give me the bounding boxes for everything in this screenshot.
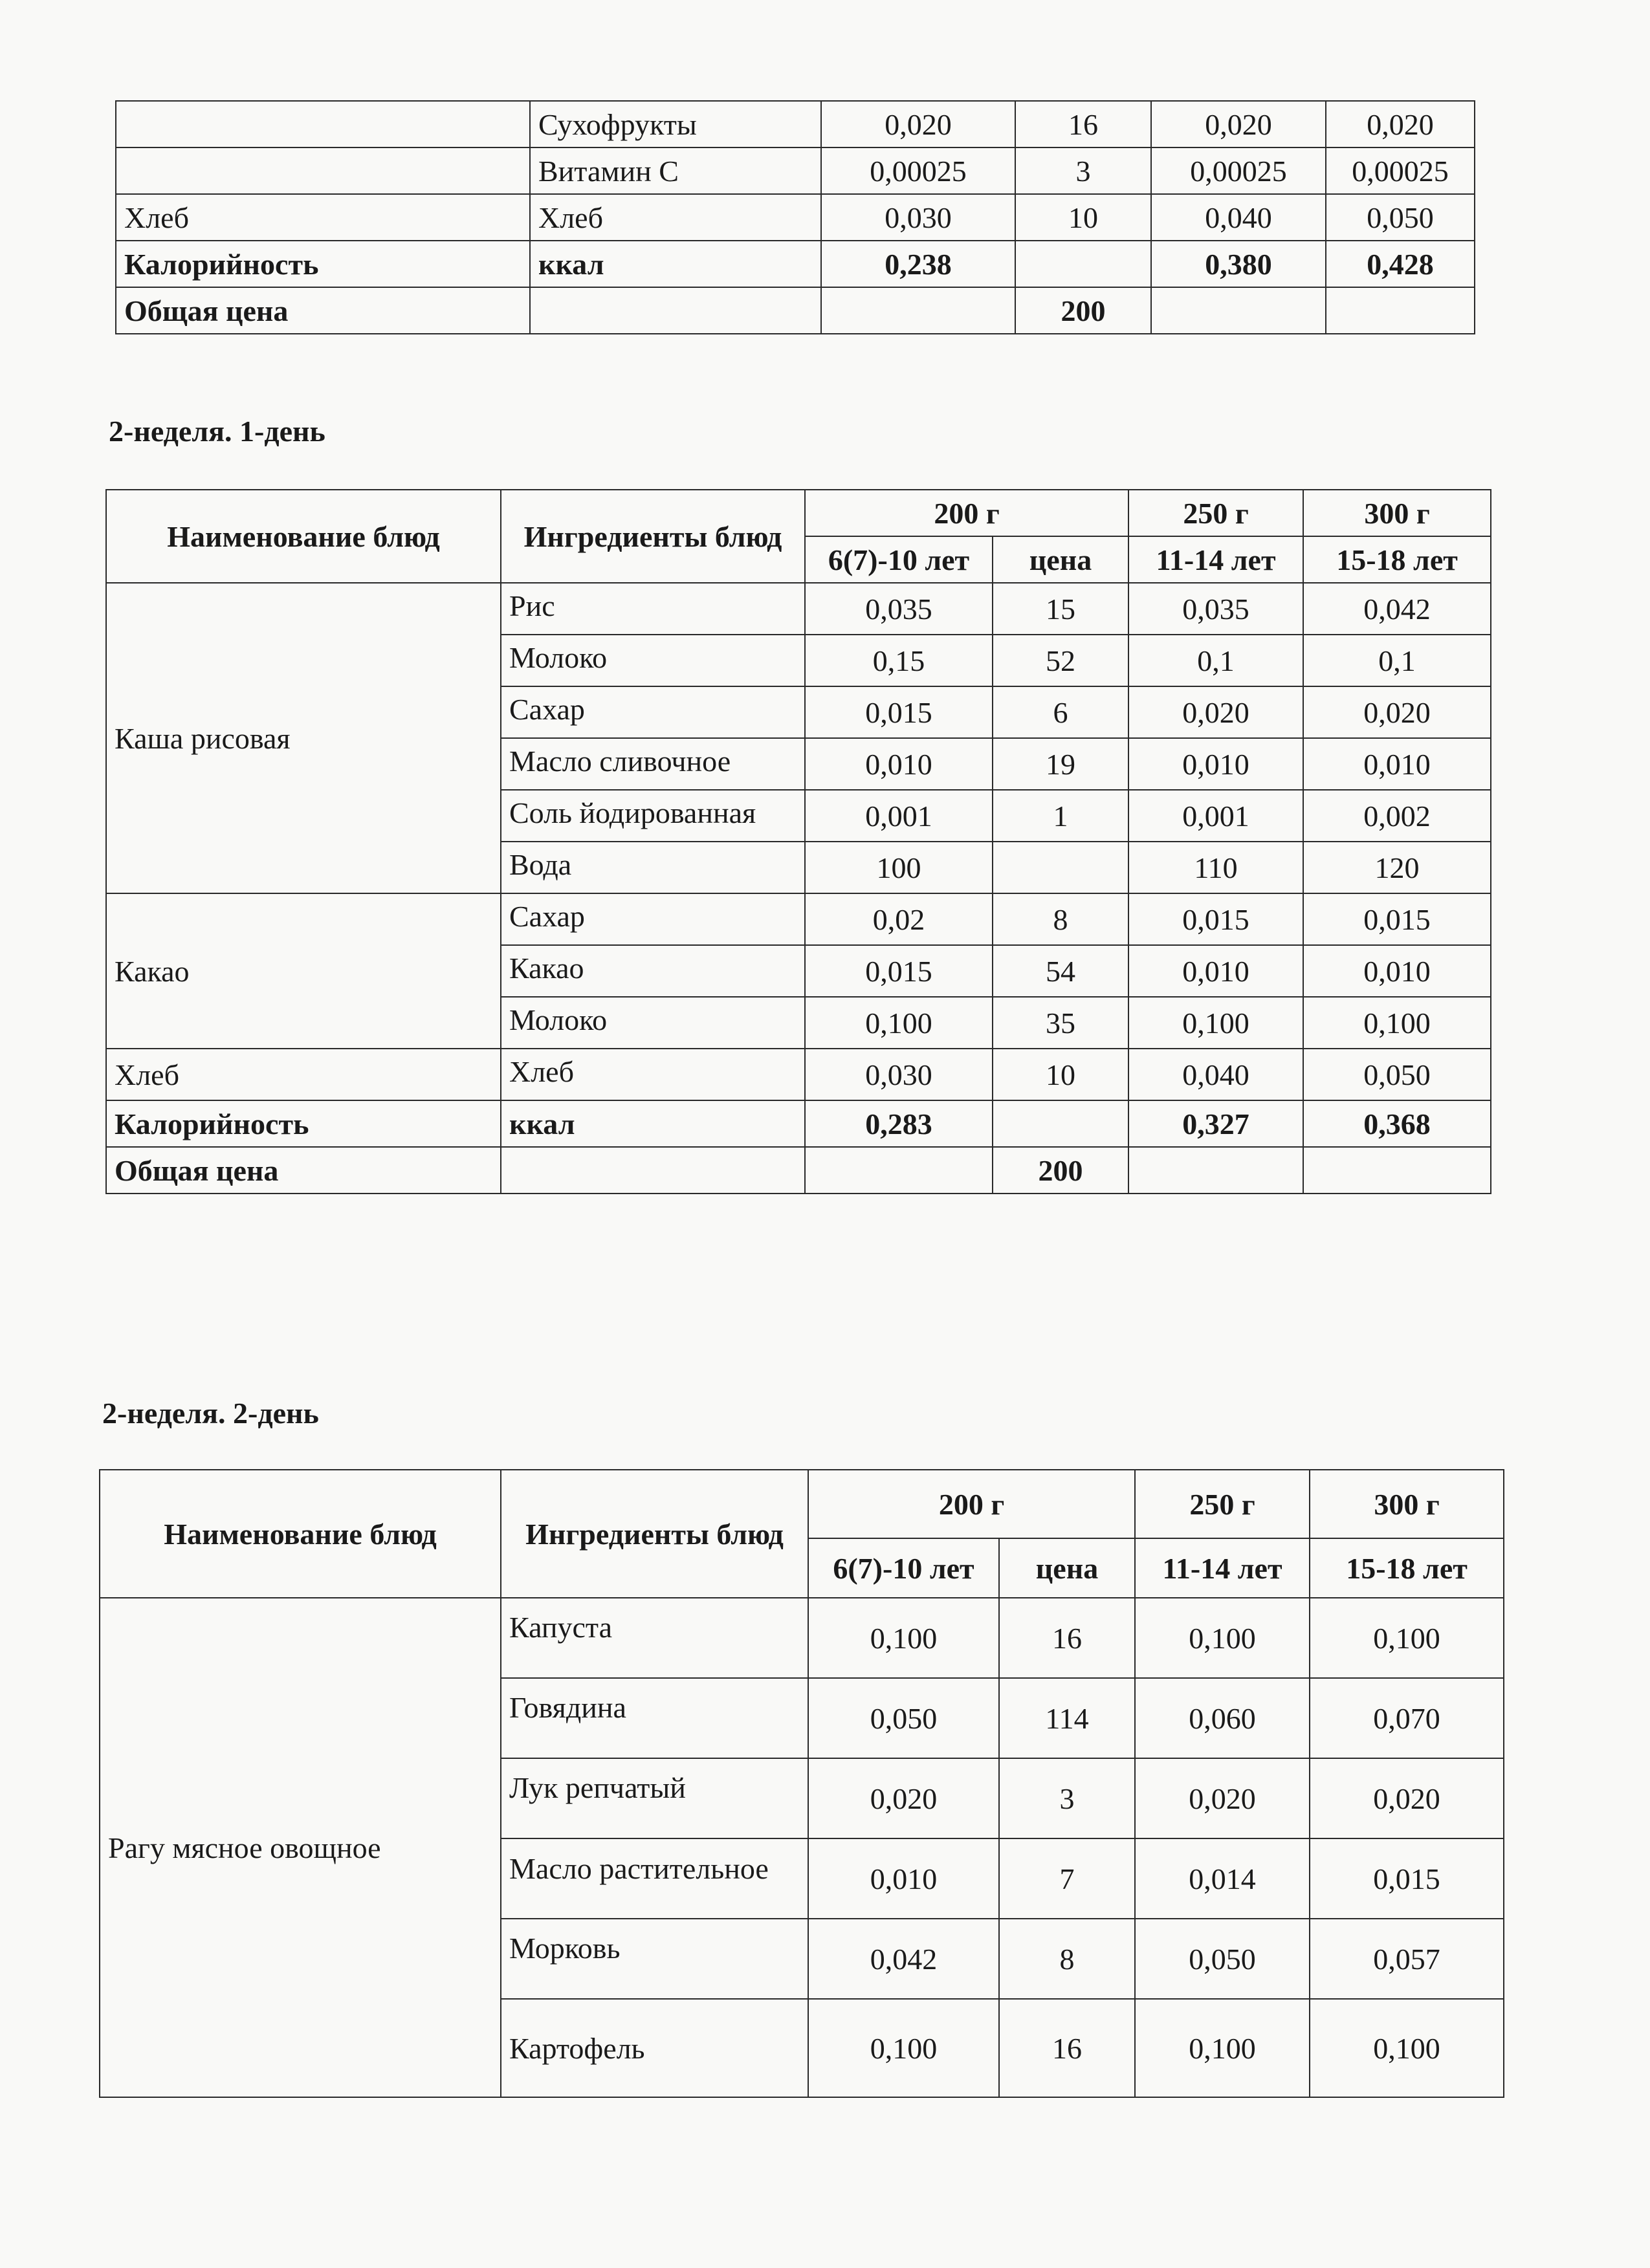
table3-body xyxy=(100,1598,1504,2097)
dish-name: Каша рисовая xyxy=(106,583,501,893)
ingredient-column-header: Ингредиенты блюд xyxy=(501,1470,808,1598)
portion-250-header: 250 г xyxy=(1128,490,1303,536)
table-row: Молоко 0,100 35 0,100 0,100 xyxy=(106,997,1491,1049)
menu-table-week2-day2 xyxy=(99,1469,1503,2098)
calorie-row: Калорийность ккал 0,283 0,327 0,368 xyxy=(106,1100,1491,1147)
table-row: Соль йодированная 0,001 1 0,001 0,002 xyxy=(106,790,1491,842)
table-row: Каша рисовая Рис 0,035 15 0,035 0,042 xyxy=(106,583,1491,635)
table-row: Картофель 0,100 16 0,100 0,100 xyxy=(100,1999,1504,2097)
table-row: Масло растительное 0,010 7 0,014 0,015 xyxy=(100,1838,1504,1919)
portion-300-header: 300 г xyxy=(1303,490,1491,536)
portion-200-header: 200 г xyxy=(805,490,1128,536)
section-heading-week2-day1: 2-неделя. 1-день xyxy=(109,415,325,448)
portion-250-header: 250 г xyxy=(1135,1470,1310,1538)
table-row: Морковь 0,042 8 0,050 0,057 xyxy=(100,1919,1504,1999)
age-15-18-header: 15-18 лет xyxy=(1303,536,1491,583)
table-row: Молоко 0,15 52 0,1 0,1 xyxy=(106,635,1491,686)
section-heading-week2-day2: 2-неделя. 2-день xyxy=(102,1397,319,1430)
menu-table-week2-day1 xyxy=(105,489,1490,1194)
price-header: цена xyxy=(999,1538,1135,1598)
age-15-18-header: 15-18 лет xyxy=(1310,1538,1504,1598)
dish-column-header: Наименование блюд xyxy=(106,490,501,583)
dish-column-header: Наименование блюд xyxy=(100,1470,501,1598)
table-row: Какао 0,015 54 0,010 0,010 xyxy=(106,945,1491,997)
dish-name: Какао xyxy=(106,893,501,1049)
calorie-row: Калорийность ккал 0,238 0,380 0,428 xyxy=(116,241,1475,287)
table-row: Сахар 0,015 6 0,020 0,020 xyxy=(106,686,1491,738)
total-price-row: Общая цена 200 xyxy=(116,287,1475,334)
portion-200-header: 200 г xyxy=(808,1470,1135,1538)
table-row: Лук репчатый 0,020 3 0,020 0,020 xyxy=(100,1758,1504,1838)
table-row: Сухофрукты 0,020 16 0,020 0,020 xyxy=(116,101,1475,147)
age-11-14-header: 11-14 лет xyxy=(1135,1538,1310,1598)
table-header xyxy=(100,1470,1504,1598)
price-header: цена xyxy=(993,536,1128,583)
age-11-14-header: 11-14 лет xyxy=(1128,536,1303,583)
age-6-10-header: 6(7)-10 лет xyxy=(805,536,993,583)
age-6-10-header: 6(7)-10 лет xyxy=(808,1538,999,1598)
table-row: Витамин С 0,00025 3 0,00025 0,00025 xyxy=(116,147,1475,194)
header-row xyxy=(106,490,1491,536)
table-row: Какао Сахар 0,02 8 0,015 0,015 xyxy=(106,893,1491,945)
table-row: Рагу мясное овощное Капуста 0,100 16 0,100 0,100 xyxy=(100,1598,1504,1678)
ingredient-column-header: Ингредиенты блюд xyxy=(501,490,805,583)
table2-body xyxy=(106,583,1491,1194)
table-header xyxy=(106,490,1491,583)
menu-table-continuation xyxy=(115,100,1474,334)
header-row xyxy=(100,1470,1504,1538)
dish-name: Рагу мясное овощное xyxy=(100,1598,501,2097)
table-row: Говядина 0,050 114 0,060 0,070 xyxy=(100,1678,1504,1758)
portion-300-header: 300 г xyxy=(1310,1470,1504,1538)
total-price-row: Общая цена 200 xyxy=(106,1147,1491,1194)
table-row: Масло сливочное 0,010 19 0,010 0,010 xyxy=(106,738,1491,790)
table-row: Хлеб Хлеб 0,030 10 0,040 0,050 xyxy=(116,194,1475,241)
table-row: Вода 100 110 120 xyxy=(106,842,1491,893)
table1-body xyxy=(116,101,1475,334)
table-row: Хлеб Хлеб 0,030 10 0,040 0,050 xyxy=(106,1049,1491,1100)
